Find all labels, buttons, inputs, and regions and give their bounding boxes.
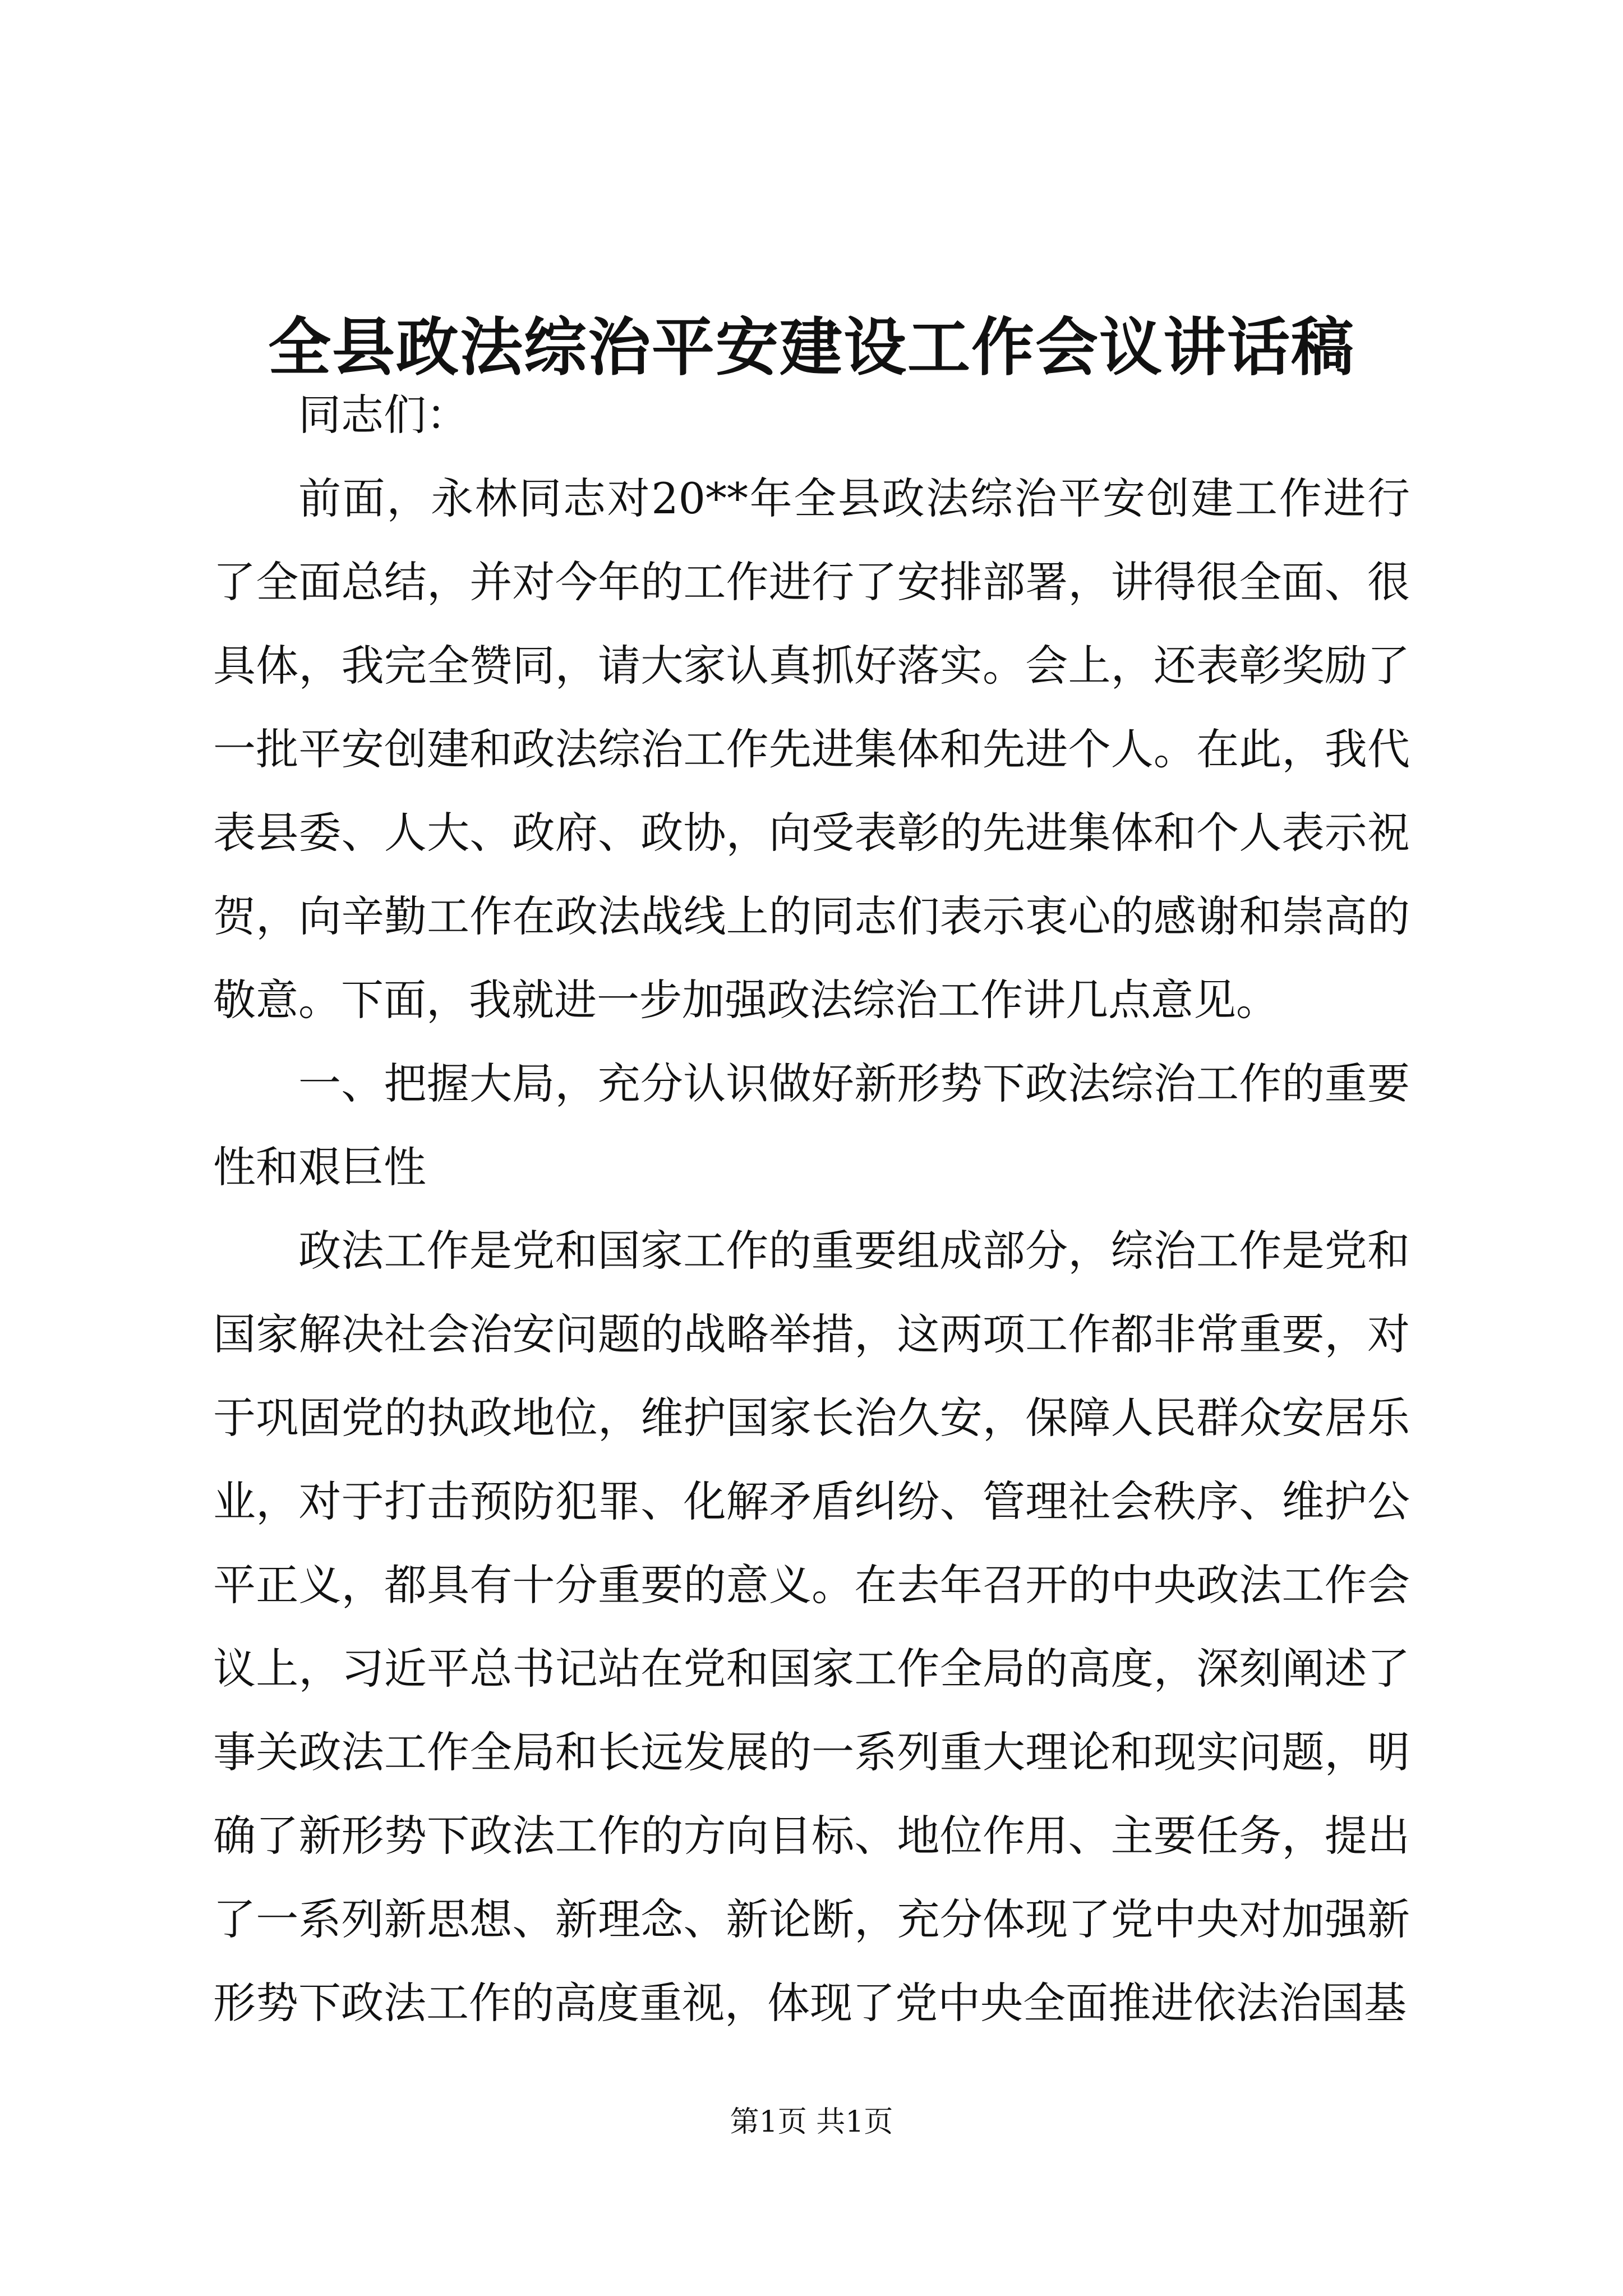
page-footer: 第1页 共1页 [730,2105,893,2139]
document-body [213,373,1410,2045]
opening-paragraph: 前面，永林同志对20**年全县政法综治平安创建工作进行了全面总结，并对今年的工作进行了安排部署，讲得很全面、很具体，我完全赞同，请大家认真抓好落实。会上，还表彰奖励了一批平安创建和政法综治工作先进集体和先进个人。在此，我代表县委、人大、政府、政协，向受表彰的先进集体和个人表示祝贺，向辛勤工作在政法战线上的同志们表示衷心的感谢和崇高的敬意。下面，我就进一步加强政法综治工作讲几点意见。 [213,473,1410,1025]
salutation-paragraph: 同志们： [298,390,469,440]
document-title: 全县政法综治平安建设工作会议讲话稿 [268,311,1355,385]
section-heading-1: 一、把握大局，充分认识做好新形势下政法综治工作的重要性和艰巨性 [213,1059,1410,1192]
section-1-paragraph: 政法工作是党和国家工作的重要组成部分，综治工作是党和国家解决社会治安问题的战略举措，这两项工作都非常重要，对于巩固党的执政地位，维护国家长治久安，保障人民群众安居乐业，对于打击预防犯罪、化解矛盾纠纷、管理社会秩序、维护公平正义，都具有十分重要的意义。在去年召开的中央政法工作会议上，习近平总书记站在党和国家工作全局的高度，深刻阐述了事关政法工作全局和长远发展的一系列重大理论和现实问题，明确了新形势下政法工作的方向目标、地位作用、主要任务，提出了一系列新思想、新理念、新论断，充分体现了党中央对加强新形势下政法工作的高度重视，体现了党中央全面推进依法治国基 [213,1226,1410,2028]
